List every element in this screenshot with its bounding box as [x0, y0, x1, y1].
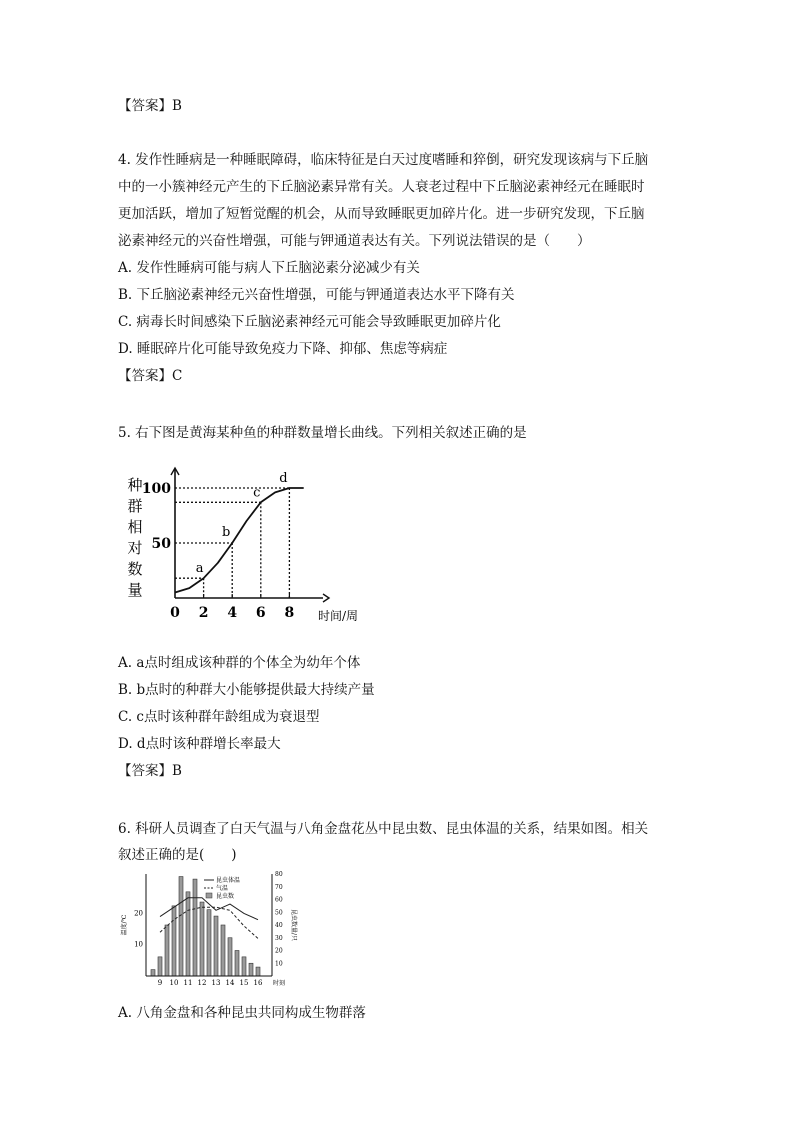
- left-tick-label: 20: [134, 909, 143, 918]
- insect-count-bar: [158, 957, 162, 976]
- y-axis-label-char: 数: [127, 560, 143, 578]
- insect-count-bar: [214, 916, 218, 976]
- y-axis-label-char: 种: [127, 476, 143, 494]
- x-tick-label: 10: [169, 979, 179, 987]
- legend-insect-count-swatch: [206, 893, 212, 898]
- x-tick-label: 13: [211, 979, 221, 987]
- x-tick-label: 2: [198, 605, 209, 621]
- answer-q4: 【答案】C: [118, 368, 183, 384]
- x-axis-arrow: [323, 594, 329, 602]
- insect-count-bar: [151, 970, 155, 976]
- q6-stem-line: 叙述正确的是( ): [118, 847, 237, 863]
- insect-count-bar: [186, 892, 190, 976]
- q6-stem-line: 6. 科研人员调查了白天气温与八角金盘花丛中昆虫数、昆虫体温的关系，结果如图。相关: [118, 821, 649, 837]
- insect-count-bar: [242, 957, 246, 976]
- x-tick-label: 8: [284, 605, 295, 621]
- q4-option-a: A. 发作性睡病可能与病人下丘脑泌素分泌减少有关: [118, 260, 420, 276]
- insect-count-bar: [207, 910, 211, 976]
- insect-count-bar: [200, 902, 204, 976]
- right-tick-label: 60: [275, 896, 283, 904]
- insect-count-bar: [179, 877, 183, 976]
- population-growth-chart: [118, 460, 378, 630]
- x-tick-label: 9: [157, 979, 163, 987]
- right-tick-label: 80: [275, 871, 283, 878]
- q5-option-b: B. b点时的种群大小能够提供最大持续产量: [118, 682, 375, 698]
- q4-stem-line: 中的一小簇神经元产生的下丘脑泌素异常有关。人衰老过程中下丘脑泌素神经元在睡眠时: [118, 179, 645, 195]
- right-axis-label: 昆虫数量/只: [290, 908, 297, 942]
- y-tick-label: 50: [151, 536, 171, 552]
- insect-count-bar: [172, 906, 176, 976]
- q4-option-c: C. 病毒长时间感染下丘脑泌素神经元可能会导致睡眠更加碎片化: [118, 314, 501, 330]
- y-axis-label-char: 相: [127, 518, 143, 536]
- insect-count-bar: [235, 951, 239, 977]
- growth-curve: [175, 488, 304, 593]
- q4-option-b: B. 下丘脑泌素神经元兴奋性增强，可能与钾通道表达水平下降有关: [118, 287, 515, 303]
- x-axis-label: 时间/周: [317, 609, 359, 623]
- right-tick-label: 30: [275, 934, 283, 942]
- x-tick-label: 12: [197, 979, 207, 987]
- insect-count-bar: [228, 938, 232, 976]
- x-tick-label: 11: [183, 979, 193, 987]
- q4-stem-line: 4. 发作性睡病是一种睡眠障碍，临床特征是白天过度嗜睡和猝倒，研究发现该病与下丘脑: [118, 152, 649, 168]
- q5-option-a: A. a点时组成该种群的个体全为幼年个体: [118, 655, 361, 671]
- q5-option-d: D. d点时该种群增长率最大: [118, 736, 281, 752]
- point-label: b: [222, 525, 231, 540]
- x-tick-label: 14: [225, 979, 235, 987]
- y-tick-label: 100: [141, 481, 171, 497]
- right-tick-label: 10: [275, 960, 283, 968]
- right-tick-label: 40: [275, 922, 283, 929]
- point-label: d: [279, 471, 288, 486]
- insect-count-bar: [249, 963, 253, 976]
- answer-q3: 【答案】B: [118, 98, 182, 114]
- point-label: a: [195, 561, 204, 577]
- left-tick-label: 10: [134, 940, 143, 949]
- q5-option-c: C. c点时该种群年龄组成为衰退型: [118, 709, 320, 725]
- right-tick-label: 20: [275, 947, 283, 955]
- answer-q5: 【答案】B: [118, 763, 182, 779]
- legend-air-temp-label: 气温: [216, 885, 229, 892]
- q6-option-a: A. 八角金盘和各种昆虫共同构成生物群落: [118, 1005, 366, 1021]
- legend-body-temp-label: 昆虫体温: [216, 877, 241, 884]
- x-tick-label: 16: [253, 979, 263, 987]
- right-tick-label: 70: [275, 883, 283, 891]
- insect-count-bar: [221, 925, 225, 976]
- point-label: c: [253, 485, 261, 501]
- chart2-marks: [120, 871, 298, 987]
- insect-temperature-chart: [118, 868, 298, 998]
- left-axis-label: 温度/℃: [121, 914, 128, 936]
- q4-option-d: D. 睡眠碎片化可能导致免疫力下降、抑郁、焦虑等病症: [118, 341, 448, 357]
- chart1-marks: [127, 468, 358, 623]
- y-axis-label-char: 对: [127, 539, 143, 557]
- x-axis-label: 时刻: [272, 980, 286, 987]
- x-tick-label: 15: [239, 979, 249, 987]
- x-tick-label: 0: [170, 605, 180, 621]
- insect-count-bar: [165, 925, 169, 976]
- legend-insect-count-label: 昆虫数: [216, 893, 235, 900]
- q4-stem-line: 泌素神经元的兴奋性增强，可能与钾通道表达有关。下列说法错误的是（ ）: [118, 233, 591, 249]
- right-tick-label: 50: [275, 909, 283, 917]
- y-axis-label-char: 量: [127, 581, 143, 599]
- insect-count-bar: [193, 879, 197, 976]
- insect-count-bar: [256, 967, 260, 976]
- x-tick-label: 4: [227, 605, 238, 621]
- q4-stem-line: 更加活跃，增加了短暂觉醒的机会，从而导致睡眠更加碎片化。进一步研究发现，下丘脑: [118, 206, 645, 222]
- y-axis-label-char: 群: [127, 497, 143, 515]
- q5-stem: 5. 右下图是黄海某种鱼的种群数量增长曲线。下列相关叙述正确的是: [118, 425, 527, 441]
- x-tick-label: 6: [255, 605, 266, 621]
